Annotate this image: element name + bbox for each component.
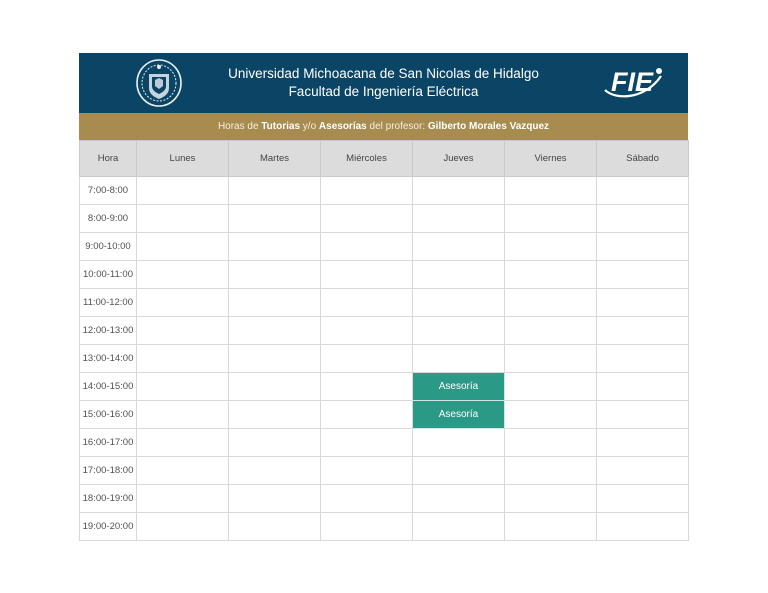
asesoria-cell: Asesoría bbox=[413, 401, 505, 429]
schedule-cell bbox=[137, 457, 229, 485]
table-row bbox=[80, 177, 689, 205]
schedule-cell bbox=[137, 429, 229, 457]
schedule-cell bbox=[229, 345, 321, 373]
asesorias-label: Asesorías bbox=[318, 121, 367, 132]
schedule-cell bbox=[413, 233, 505, 261]
schedule-cell bbox=[229, 401, 321, 429]
column-header-day: Lunes bbox=[137, 141, 229, 177]
column-header-day: Sábado bbox=[597, 141, 689, 177]
column-header-hora: Hora bbox=[80, 141, 137, 177]
schedule-cell bbox=[597, 317, 689, 345]
table-body bbox=[80, 177, 689, 541]
schedule-cell bbox=[505, 401, 597, 429]
hour-cell: 8:00-9:00 bbox=[80, 205, 137, 233]
schedule-cell bbox=[505, 289, 597, 317]
schedule-cell bbox=[597, 457, 689, 485]
schedule-cell bbox=[229, 457, 321, 485]
schedule-cell bbox=[137, 401, 229, 429]
schedule-cell bbox=[413, 205, 505, 233]
schedule-cell bbox=[597, 177, 689, 205]
university-seal-icon bbox=[135, 58, 183, 108]
schedule-cell bbox=[597, 233, 689, 261]
schedule-cell bbox=[505, 261, 597, 289]
hour-cell: 7:00-8:00 bbox=[80, 177, 137, 205]
subheader-bar bbox=[79, 113, 688, 140]
table-row bbox=[80, 485, 689, 513]
schedule-cell bbox=[597, 429, 689, 457]
tutorias-label: Tutorias bbox=[261, 121, 301, 132]
hour-cell: 10:00-11:00 bbox=[80, 261, 137, 289]
table-row bbox=[80, 289, 689, 317]
schedule-cell bbox=[229, 205, 321, 233]
schedule-cell bbox=[321, 457, 413, 485]
schedule-cell bbox=[229, 233, 321, 261]
hour-cell: 15:00-16:00 bbox=[80, 401, 137, 429]
schedule-cell bbox=[413, 177, 505, 205]
schedule-cell bbox=[137, 317, 229, 345]
table-row bbox=[80, 261, 689, 289]
page-header bbox=[79, 53, 688, 113]
fie-logo bbox=[601, 60, 665, 106]
subheader-text: del profesor: bbox=[366, 121, 428, 132]
schedule-cell bbox=[597, 345, 689, 373]
schedule-cell bbox=[137, 205, 229, 233]
schedule-cell bbox=[413, 317, 505, 345]
table-row bbox=[80, 373, 689, 401]
schedule-cell bbox=[597, 289, 689, 317]
schedule-cell bbox=[321, 401, 413, 429]
table-row bbox=[80, 233, 689, 261]
table-row bbox=[80, 429, 689, 457]
table-row bbox=[80, 513, 689, 541]
schedule-cell bbox=[137, 177, 229, 205]
schedule-cell bbox=[137, 261, 229, 289]
schedule-cell bbox=[321, 373, 413, 401]
schedule-table bbox=[79, 140, 689, 541]
schedule-cell bbox=[505, 177, 597, 205]
schedule-cell bbox=[229, 261, 321, 289]
schedule-cell bbox=[505, 429, 597, 457]
schedule-cell bbox=[597, 261, 689, 289]
schedule-cell bbox=[229, 513, 321, 541]
schedule-cell bbox=[321, 485, 413, 513]
schedule-cell bbox=[229, 289, 321, 317]
table-row bbox=[80, 345, 689, 373]
schedule-cell bbox=[413, 289, 505, 317]
schedule-cell bbox=[321, 177, 413, 205]
schedule-cell bbox=[321, 513, 413, 541]
schedule-cell bbox=[321, 205, 413, 233]
hour-cell: 18:00-19:00 bbox=[80, 485, 137, 513]
hour-cell: 12:00-13:00 bbox=[80, 317, 137, 345]
table-row bbox=[80, 457, 689, 485]
schedule-cell bbox=[137, 373, 229, 401]
subheader-text: y/o bbox=[300, 121, 319, 132]
schedule-cell bbox=[413, 261, 505, 289]
column-header-day: Viernes bbox=[505, 141, 597, 177]
schedule-cell bbox=[229, 429, 321, 457]
schedule-cell bbox=[597, 401, 689, 429]
schedule-cell bbox=[229, 317, 321, 345]
schedule-cell bbox=[413, 513, 505, 541]
schedule-cell bbox=[505, 233, 597, 261]
schedule-cell bbox=[505, 513, 597, 541]
schedule-cell bbox=[413, 345, 505, 373]
schedule-cell bbox=[137, 233, 229, 261]
hour-cell: 13:00-14:00 bbox=[80, 345, 137, 373]
schedule-cell bbox=[413, 457, 505, 485]
university-name: Universidad Michoacana de San Nicolas de Hidalgo bbox=[228, 66, 539, 81]
schedule-cell bbox=[321, 289, 413, 317]
schedule-cell bbox=[321, 261, 413, 289]
schedule-cell bbox=[321, 317, 413, 345]
schedule-cell bbox=[137, 513, 229, 541]
schedule-cell bbox=[505, 205, 597, 233]
asesoria-cell: Asesoría bbox=[413, 373, 505, 401]
schedule-cell bbox=[505, 373, 597, 401]
subheader-text: Horas de bbox=[217, 121, 262, 132]
faculty-name: Facultad de Ingeniería Eléctrica bbox=[288, 84, 479, 99]
hour-cell: 9:00-10:00 bbox=[80, 233, 137, 261]
schedule-cell bbox=[321, 345, 413, 373]
schedule-cell bbox=[597, 205, 689, 233]
schedule-cell bbox=[505, 457, 597, 485]
schedule-cell bbox=[505, 485, 597, 513]
schedule-cell bbox=[229, 177, 321, 205]
hour-cell: 14:00-15:00 bbox=[80, 373, 137, 401]
column-header-day: Miércoles bbox=[321, 141, 413, 177]
column-header-day: Martes bbox=[229, 141, 321, 177]
schedule-cell bbox=[137, 289, 229, 317]
hour-cell: 17:00-18:00 bbox=[80, 457, 137, 485]
table-row bbox=[80, 317, 689, 345]
schedule-cell bbox=[413, 485, 505, 513]
schedule-cell bbox=[137, 345, 229, 373]
table-row bbox=[80, 205, 689, 233]
schedule-cell bbox=[229, 373, 321, 401]
schedule-cell bbox=[229, 485, 321, 513]
schedule-cell bbox=[597, 485, 689, 513]
hour-cell: 11:00-12:00 bbox=[80, 289, 137, 317]
hour-cell: 16:00-17:00 bbox=[80, 429, 137, 457]
hour-cell: 19:00-20:00 bbox=[80, 513, 137, 541]
table-row bbox=[80, 401, 689, 429]
schedule-cell bbox=[321, 233, 413, 261]
schedule-cell bbox=[321, 429, 413, 457]
schedule-cell bbox=[597, 513, 689, 541]
schedule-cell bbox=[505, 345, 597, 373]
schedule-cell bbox=[597, 373, 689, 401]
schedule-sheet bbox=[79, 53, 688, 541]
fie-logo-text: FIE bbox=[611, 67, 654, 97]
schedule-cell bbox=[413, 429, 505, 457]
column-header-day: Jueves bbox=[413, 141, 505, 177]
table-header-row bbox=[80, 141, 689, 177]
schedule-cell bbox=[137, 485, 229, 513]
schedule-cell bbox=[505, 317, 597, 345]
professor-name: Gilberto Morales Vazquez bbox=[427, 121, 550, 132]
